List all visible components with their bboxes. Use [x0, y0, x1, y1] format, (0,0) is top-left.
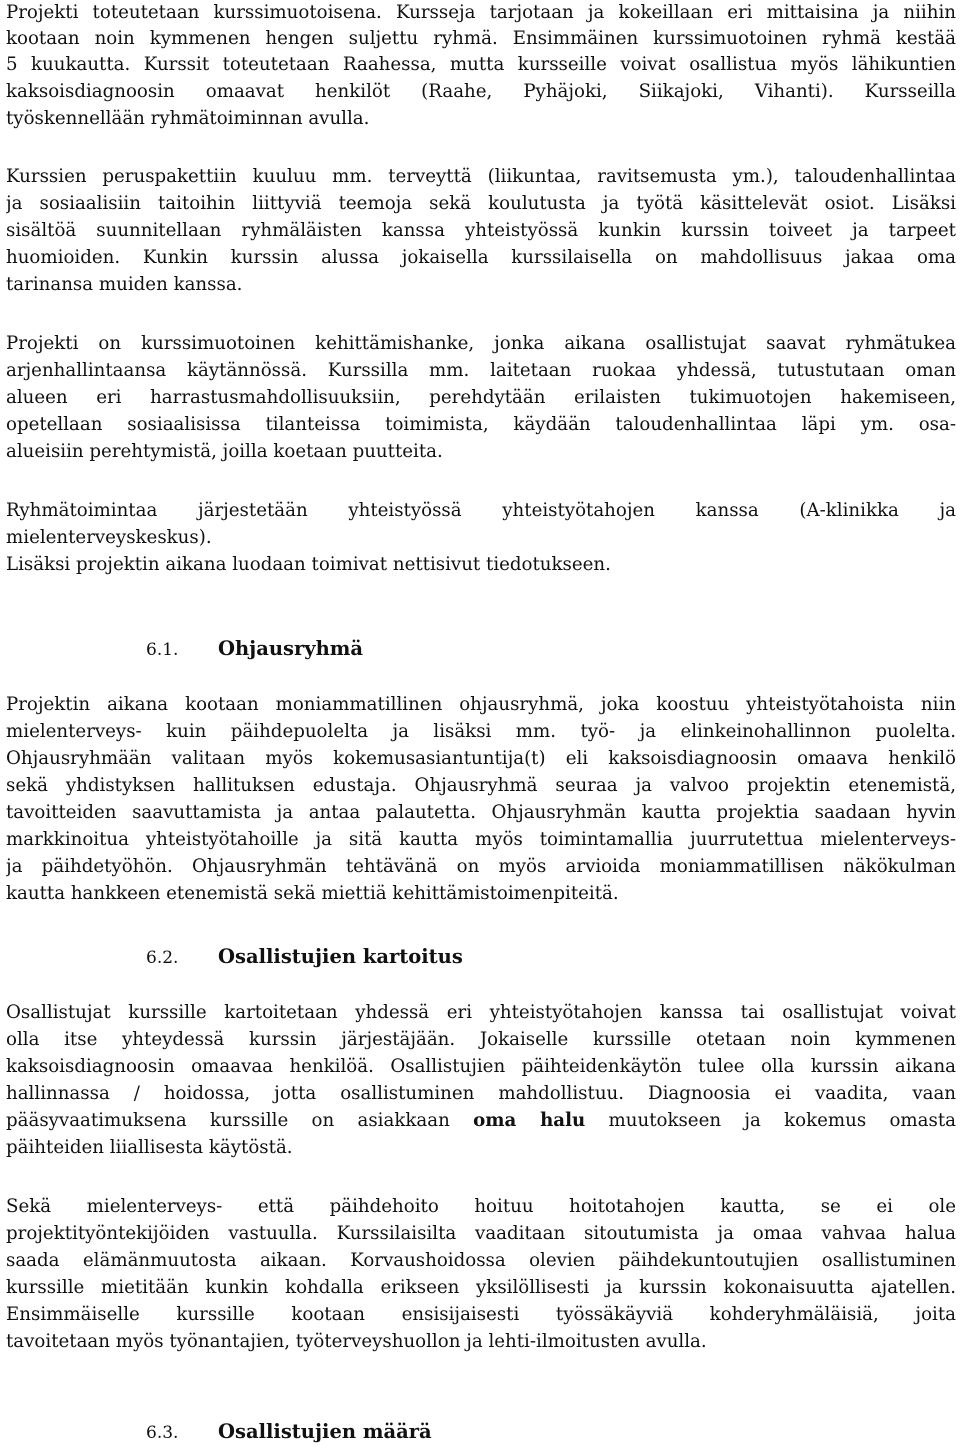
text-line: Projekti toteutetaan kurssimuotoisena. Kursseja tarjotaan ja kokeillaan eri mittaisina ja niihin — [6, 2, 956, 23]
text-line: alueisiin perehtymistä, joilla koetaan puutteita. — [6, 441, 443, 462]
text-line: alueen eri harrastusmahdollisuuksiin, perehdytään erilaisten tukimuotojen hakemiseen, — [6, 387, 956, 408]
text-line: Lisäksi projektin aikana luodaan toimivat nettisivut tiedotukseen. — [6, 554, 611, 575]
text-line: päihteiden liiallisesta käytöstä. — [6, 1137, 293, 1158]
text-line: Projekti on kurssimuotoinen kehittämishanke, jonka aikana osallistujat saavat ryhmätukea — [6, 333, 956, 354]
text-line: sisältöä suunnitellaan ryhmäläisten kanssa yhteistyössä kunkin kurssin toiveet ja tarpeet — [6, 220, 956, 241]
text-line: Ensimmäiselle kurssille kootaan ensisijaisesti työssäkäyviä kohderyhmäläisiä, joita — [6, 1304, 956, 1325]
text-line: tarinansa muiden kanssa. — [6, 274, 243, 295]
text-line: Projektin aikana kootaan moniammatillinen ohjausryhmä, joka koostuu yhteistyötahoista niin — [6, 694, 956, 715]
section-title: Osallistujien kartoitus — [218, 945, 463, 968]
text-line: kautta hankkeen etenemistä sekä miettiä kehittämistoimenpiteitä. — [6, 883, 619, 904]
section-number: 6.2. — [146, 948, 179, 968]
text-line: tavoitteiden saavuttamista ja antaa palautetta. Ohjausryhmän kautta projektia saadaan hyvin — [6, 802, 956, 823]
text-span: pääsyvaatimuksena kurssille on asiakkaan — [6, 1110, 474, 1131]
text-line: mielenterveys- kuin päihdepuolelta ja lisäksi mm. työ- ja elinkeinohallinnon puolelta. — [6, 721, 956, 742]
section-number: 6.3. — [146, 1423, 179, 1443]
text-line: kaksoisdiagnoosin omaavaa henkilöä. Osallistujien päihteidenkäytön tulee olla kurssin aikana — [6, 1056, 956, 1077]
text-line: tavoitetaan myös työnantajien, työterveyshuollon ja lehti-ilmoitusten avulla. — [6, 1331, 707, 1352]
text-line: saada elämänmuutosta aikaan. Korvaushoidossa olevien päihdekuntoutujien osallistuminen — [6, 1250, 956, 1271]
section-number: 6.1. — [146, 640, 179, 660]
text-line: huomioiden. Kunkin kurssin alussa jokaisella kurssilaisella on mahdollisuus jakaa oma — [6, 247, 956, 268]
text-line: kootaan noin kymmenen hengen suljettu ryhmä. Ensimmäinen kurssimuotoinen ryhmä kestää — [6, 28, 956, 49]
text-line: Kurssien peruspakettiin kuuluu mm. terveyttä (liikuntaa, ravitsemusta ym.), taloudenhallintaa — [6, 166, 956, 187]
text-line: ja päihdetyöhön. Ohjausryhmän tehtävänä on myös arvioida moniammatillisen näkökulman — [6, 856, 956, 877]
text-line: kurssille mietitään kunkin kohdalla erikseen yksilöllisesti ja kurssin kokonaisuutta ajatellen. — [6, 1277, 956, 1298]
text-line: Ohjausryhmään valitaan myös kokemusasiantuntija(t) eli kaksoisdiagnoosin omaava henkilö — [6, 748, 956, 769]
section-title: Ohjausryhmä — [218, 637, 364, 660]
text-line: mielenterveyskeskus). — [6, 527, 212, 548]
text-line: Ryhmätoimintaa järjestetään yhteistyössä yhteistyötahojen kanssa (A-klinikka ja — [6, 500, 956, 521]
text-line: olla itse yhteydessä kurssin järjestäjään. Jokaiselle kurssille otetaan noin kymmenen — [6, 1029, 956, 1050]
text-line: arjenhallintaansa käytännössä. Kurssilla mm. laitetaan ruokaa yhdessä, tutustutaan oman — [6, 360, 956, 381]
text-line: markkinoitua yhteistyötahoille ja sitä kautta myös toimintamallia juurrutettua mielenterveys- — [6, 829, 956, 850]
text-line: sekä yhdistyksen hallituksen edustaja. Ohjausryhmä seuraa ja valvoo projektin etenemistä, — [6, 775, 956, 796]
text-line: kaksoisdiagnoosin omaavat henkilöt (Raahe, Pyhäjoki, Siikajoki, Vihanti). Kursseilla — [6, 81, 956, 102]
text-line: ja sosiaalisiin taitoihin liittyviä teemoja sekä koulutusta ja työtä käsittelevät osiot. Lisäksi — [6, 193, 956, 214]
text-line-with-bold — [6, 1108, 956, 1134]
text-line: opetellaan sosiaalisissa tilanteissa toimimista, käydään taloudenhallintaa läpi ym. osa- — [6, 414, 956, 435]
emphasis-bold: oma halu — [473, 1110, 586, 1131]
text-line: työskennellään ryhmätoiminnan avulla. — [6, 108, 370, 129]
text-line: projektityöntekijöiden vastuulla. Kurssilaisilta vaaditaan sitoutumista ja omaa vahvaa halua — [6, 1223, 956, 1244]
text-line: hallinnassa / hoidossa, jotta osallistuminen mahdollistuu. Diagnoosia ei vaadita, vaan — [6, 1083, 956, 1104]
text-line: Osallistujat kurssille kartoitetaan yhdessä eri yhteistyötahojen kanssa tai osallistujat voivat — [6, 1002, 956, 1023]
section-title: Osallistujien määrä — [218, 1420, 432, 1443]
text-line: Sekä mielenterveys- että päihdehoito hoituu hoitotahojen kautta, se ei ole — [6, 1196, 956, 1217]
text-line: 5 kuukautta. Kurssit toteutetaan Raahessa, mutta kursseille voivat osallistua myös lähikuntien — [6, 54, 956, 75]
text-span: muutokseen ja kokemus omasta — [585, 1110, 956, 1131]
